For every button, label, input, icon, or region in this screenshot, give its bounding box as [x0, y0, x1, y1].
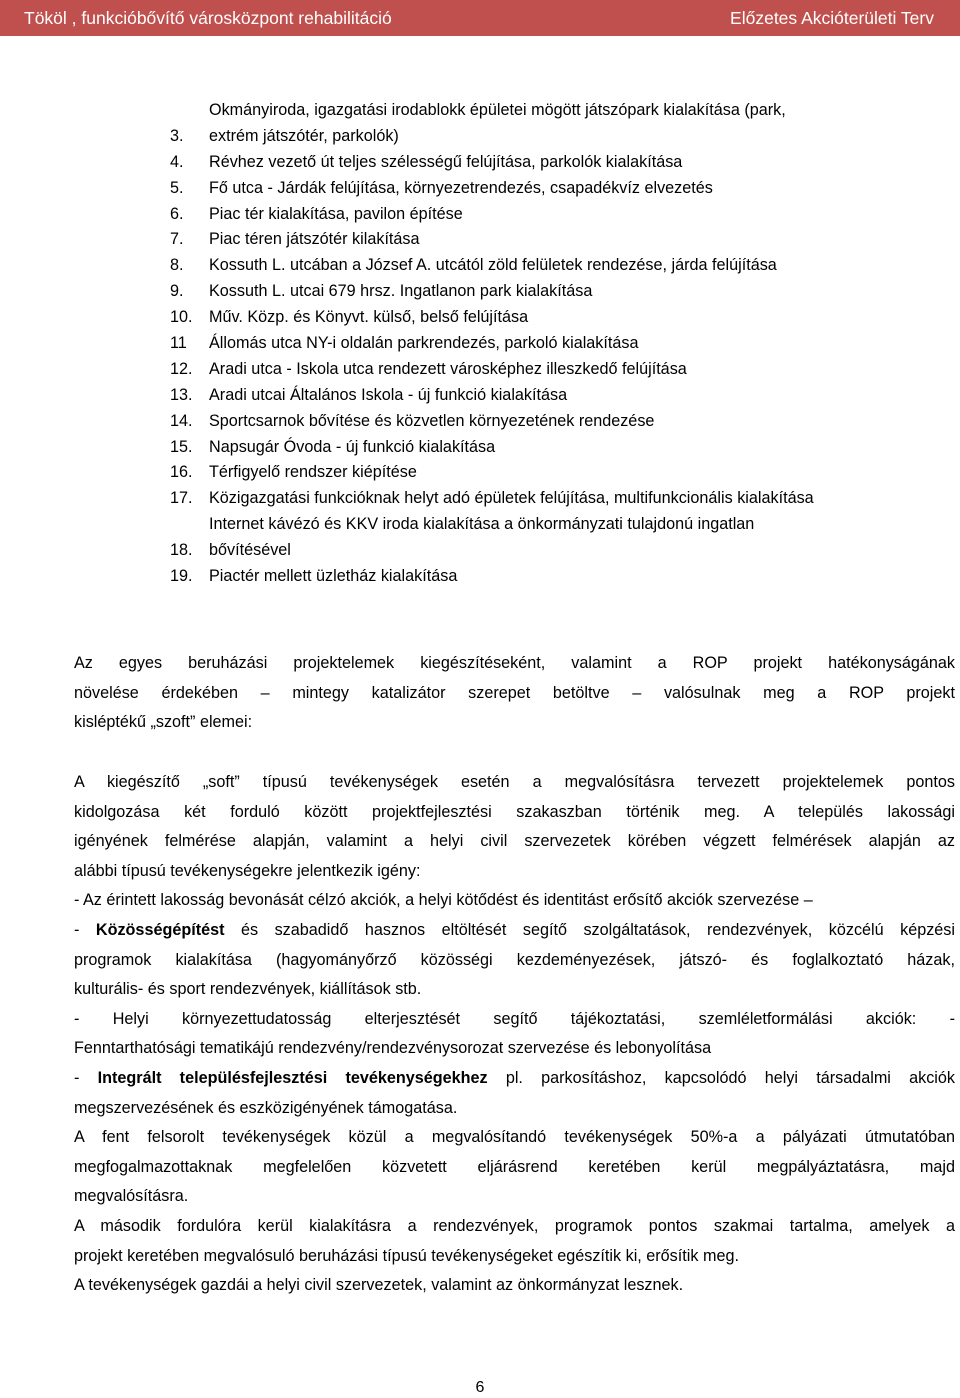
item-number: 6. — [170, 204, 184, 223]
list-item — [0, 124, 960, 150]
item-number: 19. — [170, 567, 193, 586]
dash: - — [74, 1068, 98, 1087]
body-line: projekt keretében megvalósuló beruházási típusú tevékenységeket egészítik ki, erősítik meg. — [74, 1246, 739, 1265]
item-text: Révhez vezető út teljes szélességű felújítása, parkolók kialakítása — [209, 152, 683, 171]
intro-line: kisléptékű „szoft” elemei: — [74, 713, 253, 732]
item-number: 17. — [170, 489, 193, 508]
item-number: 9. — [170, 282, 184, 301]
dash: - — [74, 920, 96, 939]
body-line: megfogalmazottaknak megfelelően közvetett eljárásrend keretében kerül megpályáztatásra, majd — [74, 1157, 955, 1176]
item-number: 10. — [170, 308, 193, 327]
body-line: A második fordulóra kerül kialakításra a rendezvények, programok pontos szakmai tartalma, amelyek a — [74, 1216, 955, 1235]
list-item — [0, 383, 960, 409]
body-line: A tevékenységek gazdái a helyi civil szervezetek, valamint az önkormányzat lesznek. — [74, 1276, 684, 1295]
list-item — [0, 409, 960, 435]
item-number: 5. — [170, 178, 184, 197]
item-text: Sportcsarnok bővítése és közvetlen környezetének rendezése — [209, 411, 655, 430]
list-item — [0, 202, 960, 228]
body-line: A kiegészítő „soft” típusú tevékenységek esetén a megvalósításra tervezett projektelemek pontos — [74, 773, 955, 791]
item-number: 4. — [170, 152, 184, 171]
item-text: Aradi utca - Iskola utca rendezett városképhez illeszkedő felújítása — [209, 359, 687, 378]
body-line: megvalósításra. — [74, 1187, 189, 1206]
header-document-type: Előzetes Akcióterületi Terv — [730, 8, 934, 28]
body-line: A fent felsorolt tevékenységek közül a megvalósítandó tevékenységek 50%-a a pályázati útmutatóban — [74, 1128, 955, 1147]
list-item — [0, 98, 960, 124]
list-item — [0, 512, 960, 538]
body-line: igényének felmérése alapján, valamint a helyi civil szervezetek körében végzett felmérések alapján az — [74, 832, 955, 851]
item-number: 14. — [170, 411, 193, 430]
bold-term-integrated: Integrált településfejlesztési tevékenységekhez — [97, 1068, 488, 1087]
item-text: Térfigyelő rendszer kiépítése — [209, 463, 417, 482]
item-number: 13. — [170, 385, 193, 404]
list-item — [0, 227, 960, 253]
project-list — [0, 98, 960, 590]
body-line: - Az érintett lakosság bevonását célzó akciók, a helyi kötődést és identitást erősítő akciók szervezése – — [74, 891, 813, 910]
item-number: 16. — [170, 463, 193, 482]
page-header — [0, 0, 960, 36]
item-text: Közigazgatási funkcióknak helyt adó épületek felújítása, multifunkcionális kialakítása — [209, 489, 814, 508]
body-line: alábbi típusú tevékenységekre jelentkezik igény: — [74, 861, 421, 880]
body-line: kidolgozása két forduló között projektfejlesztési szakaszban történik meg. A település lakossági — [74, 802, 955, 821]
list-item — [0, 305, 960, 331]
item-text: Műv. Közp. és Könyvt. külső, belső felújítása — [209, 308, 529, 327]
item-text: Piac téren játszótér kilakítása — [209, 230, 420, 249]
body-line-rest: és szabadidő hasznos eltöltését segítő szolgáltatások, rendezvények, közcélú képzési — [224, 920, 955, 939]
body-line-integrated — [74, 1064, 955, 1094]
body-line-rest: pl. parkosításhoz, kapcsolódó helyi társadalmi akciók — [487, 1068, 955, 1087]
intro-paragraph — [74, 649, 955, 738]
page-number: 6 — [475, 1379, 485, 1396]
list-item — [0, 435, 960, 461]
list-item — [0, 331, 960, 357]
item-number: 11 — [170, 334, 187, 353]
header-title: Tököl , funkcióbővítő városközpont rehabilitáció — [24, 8, 392, 28]
body-line: - Helyi környezettudatosság elterjesztését segítő tájékoztatási, szemléletformálási akciók: - — [74, 1009, 955, 1028]
item-number: 18. — [170, 541, 193, 560]
item-number: 3. — [170, 126, 184, 145]
body-text — [74, 768, 955, 1301]
item-text: Aradi utcai Általános Iskola - új funkció kialakítása — [209, 385, 568, 404]
item-text: Okmányiroda, igazgatási irodablokk épületei mögött játszópark kialakítása (park, — [209, 101, 786, 119]
list-item — [0, 460, 960, 486]
item-text: Fő utca - Járdák felújítása, környezetrendezés, csapadékvíz elvezetés — [209, 178, 713, 197]
item-text: Internet kávézó és KKV iroda kialakítása a önkormányzati tulajdonú ingatlan — [209, 515, 755, 534]
body-line: programok kialakítása (hagyományőrző közösségi kezdeményezések, játszó- és foglalkoztató házak, — [74, 950, 955, 969]
item-text: Piac tér kialakítása, pavilon építése — [209, 204, 463, 223]
list-item — [0, 486, 960, 512]
item-number: 15. — [170, 437, 193, 456]
body-line: Fenntarthatósági tematikájú rendezvény/rendezvénysorozat szervezése és lebonyolítása — [74, 1039, 712, 1058]
list-item — [0, 357, 960, 383]
body-line-community — [74, 916, 955, 946]
list-item — [0, 150, 960, 176]
item-number: 12. — [170, 359, 193, 378]
list-item — [0, 564, 960, 590]
item-text: Napsugár Óvoda - új funkció kialakítása — [209, 437, 496, 456]
list-item — [0, 253, 960, 279]
list-item — [0, 538, 960, 564]
list-item — [0, 279, 960, 305]
item-text: extrém játszótér, parkolók) — [209, 126, 399, 145]
intro-line: Az egyes beruházási projektelemek kiegészítéseként, valamint a ROP projekt hatékonyságának — [74, 654, 955, 672]
item-text: Kossuth L. utcában a József A. utcától zöld felületek rendezése, járda felújítása — [209, 256, 777, 275]
intro-line: növelése érdekében – mintegy katalizátor szerepet betöltve – valósulnak meg a ROP projekt — [74, 683, 955, 702]
item-text: Kossuth L. utcai 679 hrsz. Ingatlanon park kialakítása — [209, 282, 593, 301]
list-item — [0, 176, 960, 202]
bold-term-community: Közösségépítést — [95, 920, 225, 939]
body-line: kulturális- és sport rendezvények, kiállítások stb. — [74, 980, 422, 999]
item-text: Állomás utca NY-i oldalán parkrendezés, parkoló kialakítása — [209, 334, 639, 353]
item-number: 7. — [170, 230, 184, 249]
item-number: 8. — [170, 256, 184, 275]
body-line: megszervezésének és eszközigényének támogatása. — [74, 1098, 458, 1117]
item-text: Piactér mellett üzletház kialakítása — [209, 567, 458, 586]
item-text: bővítésével — [209, 541, 291, 560]
